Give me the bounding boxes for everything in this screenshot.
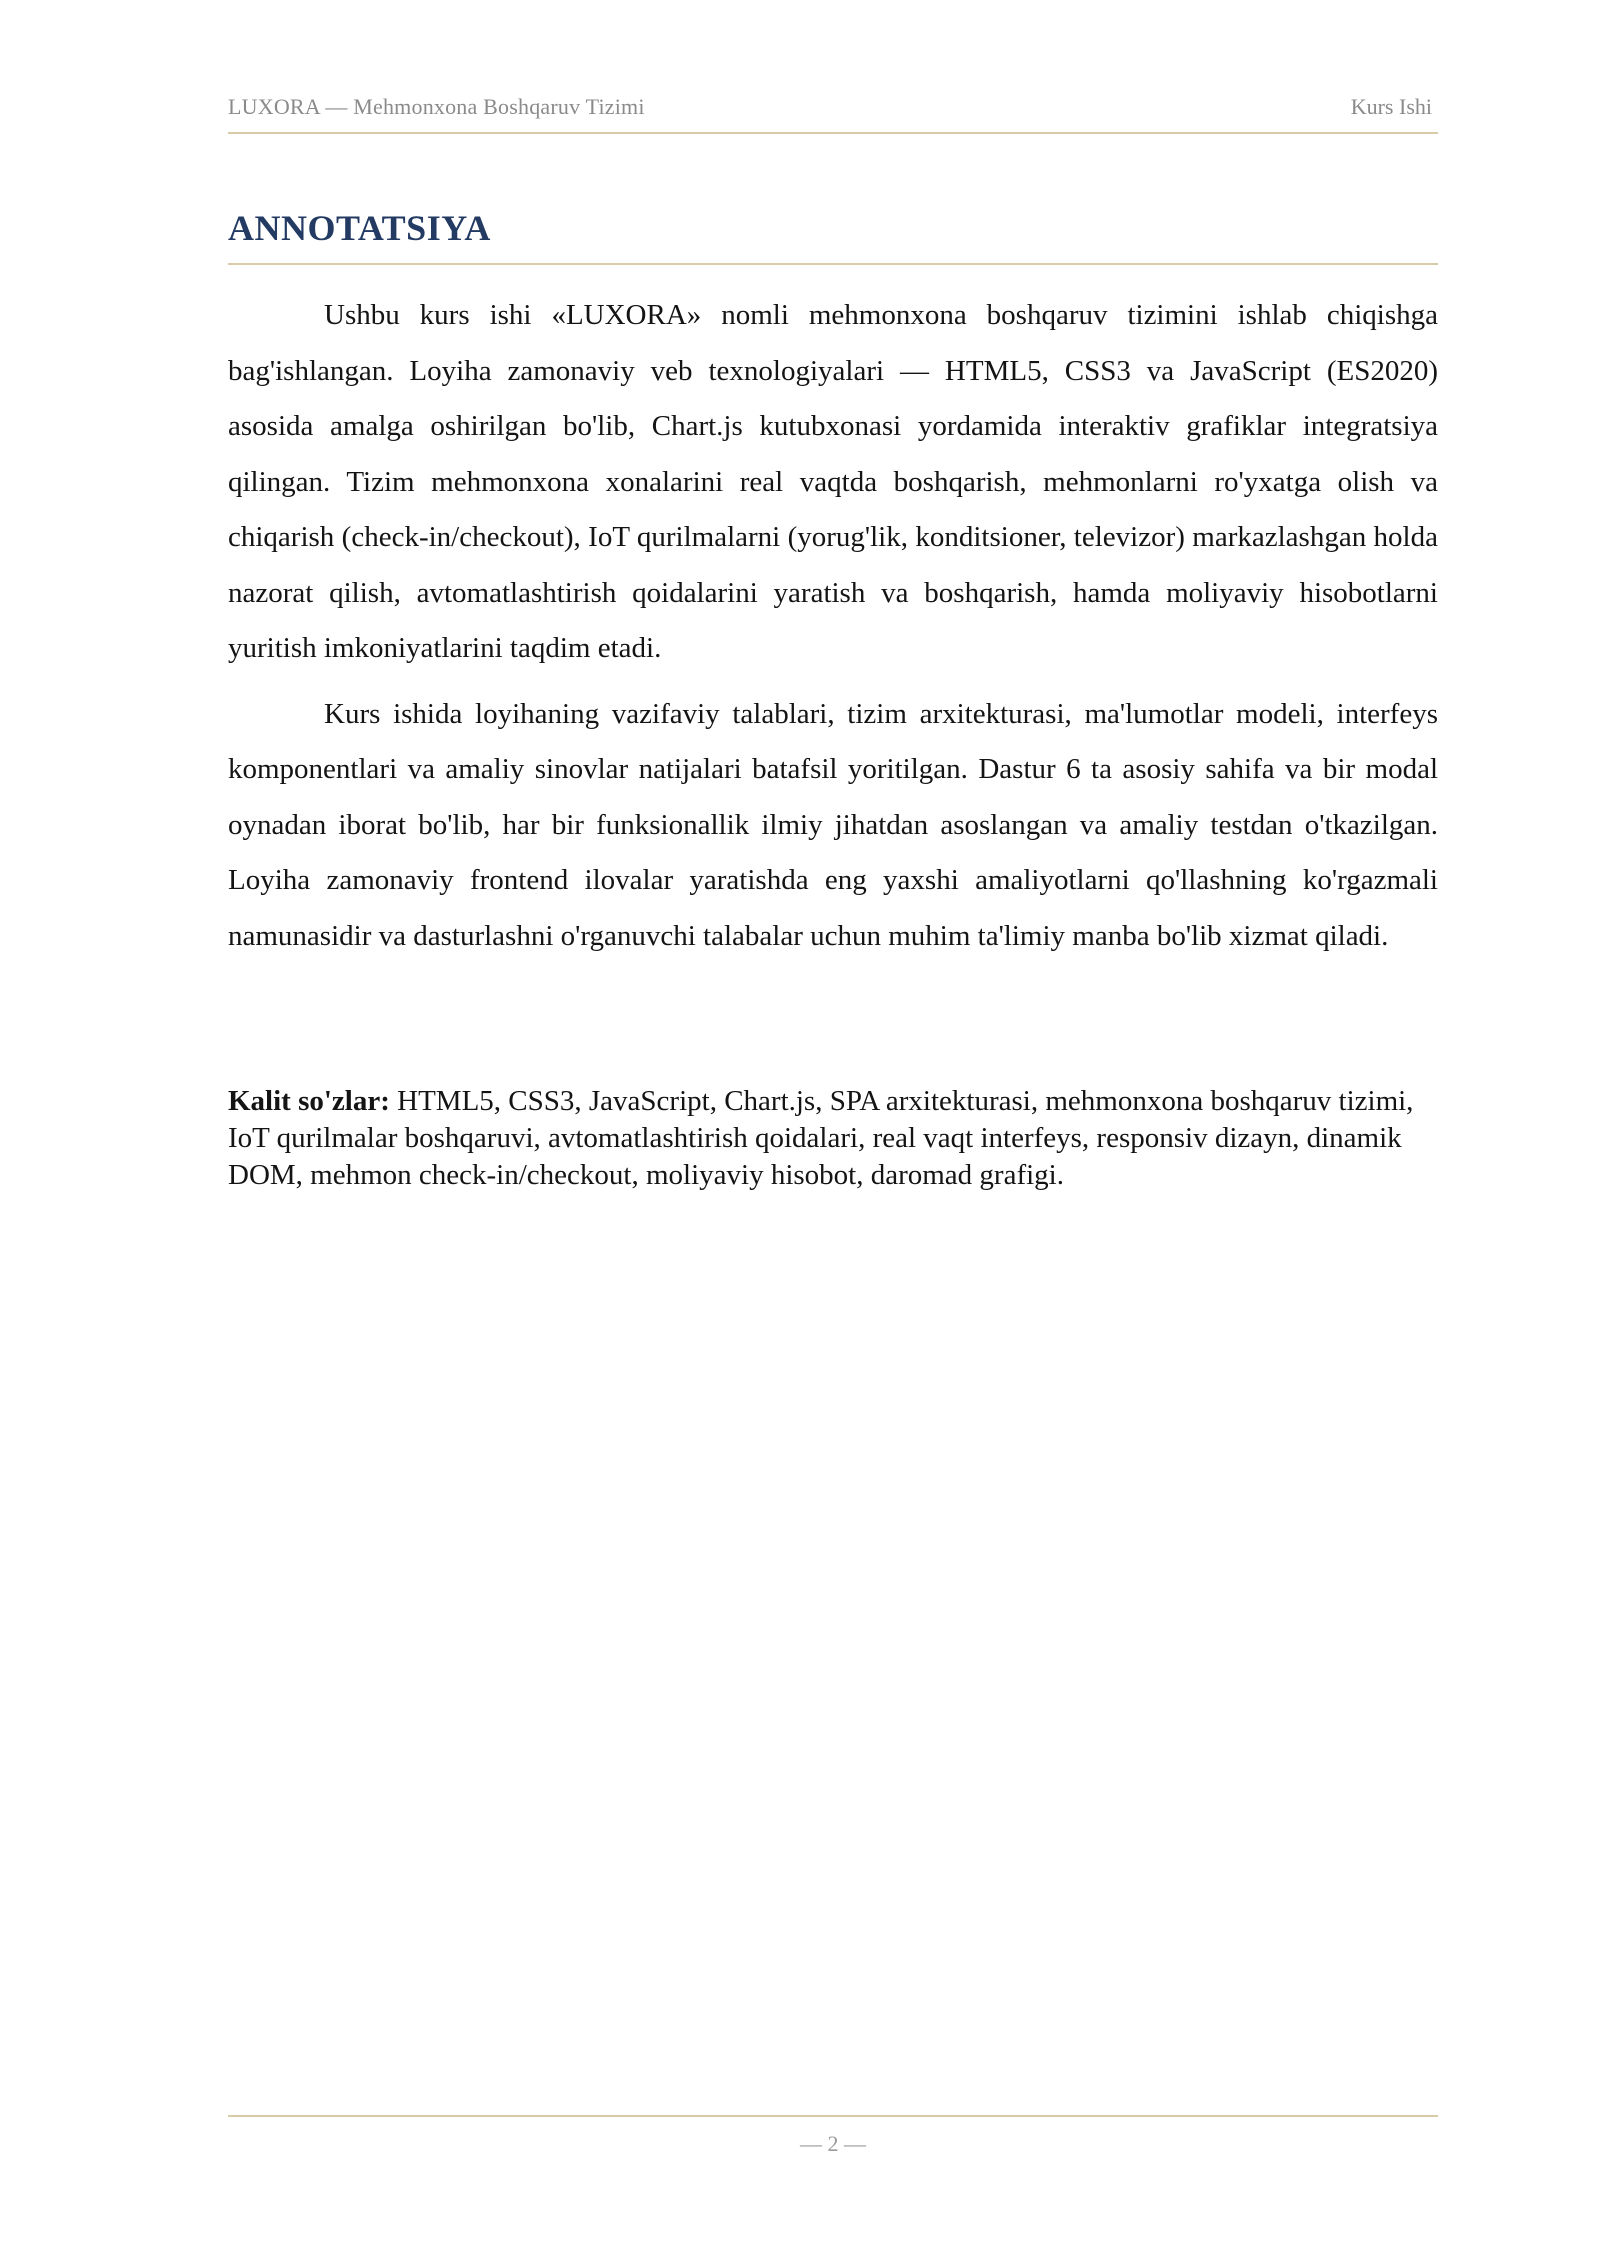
running-footer — [228, 2115, 1438, 2157]
section-title: ANNOTATSIYA — [228, 207, 1438, 265]
abstract-body — [228, 288, 1438, 974]
abstract-paragraph: Ushbu kurs ishi «LUXORA» nomli mehmonxona boshqaruv tizimini ishlab chiqishga bag'ishlangan. Loyiha zamonaviy veb texnologiyalari — HTML5, CSS3 va JavaScript (ES2020) asosida amalga oshirilgan bo'lib, Chart.js kutubxonasi yordamida interaktiv grafiklar integratsiya qilingan. Tizim mehmonxona xonalarini real vaqtda boshqarish, mehmonlarni ro'yxatga olish va chiqarish (check-in/checkout), IoT qurilmalarni (yorug'lik, konditsioner, televizor) markazlashgan holda nazorat qilish, avtomatlashtirish qoidalarini yaratish va boshqarish, hamda moliyaviy hisobotlarni yuritish imkoniyatlarini taqdim etadi. — [228, 299, 1438, 664]
keywords-block — [228, 1083, 1438, 1194]
document-page — [228, 0, 1438, 2262]
header-document-type: Kurs Ishi — [1350, 94, 1432, 119]
abstract-paragraph: Kurs ishida loyihaning vazifaviy talablari, tizim arxitekturasi, ma'lumotlar modeli, interfeys komponentlari va amaliy sinovlar natijalari batafsil yoritilgan. Dastur 6 ta asosiy sahifa va bir modal oynadan iborat bo'lib, har bir funksionallik ilmiy jihatdan asoslangan va amaliy testdan o'tkazilgan. Loyiha zamonaviy frontend ilovalar yaratishda eng yaxshi amaliyotlarni qo'llashning ko'rgazmali namunasidir va dasturlashni o'rganuvchi talabalar uchun muhim ta'limiy manba bo'lib xizmat qiladi. — [228, 697, 1438, 952]
keywords-label: Kalit so'zlar: — [228, 1085, 390, 1117]
keywords-list: HTML5, CSS3, JavaScript, Chart.js, SPA arxitekturasi, mehmonxona boshqaruv tizimi, IoT qurilmalar boshqaruvi, avtomatlashtirish qoidalari, real vaqt interfeys, responsiv dizayn, dinamik DOM, mehmon check-in/checkout, moliyaviy hisobot, daromad grafigi. — [228, 1085, 1414, 1191]
running-header — [228, 94, 1438, 134]
page-number: — 2 — — [800, 2131, 866, 2156]
header-document-title: LUXORA — Mehmonxona Boshqaruv Tizimi — [228, 94, 645, 119]
